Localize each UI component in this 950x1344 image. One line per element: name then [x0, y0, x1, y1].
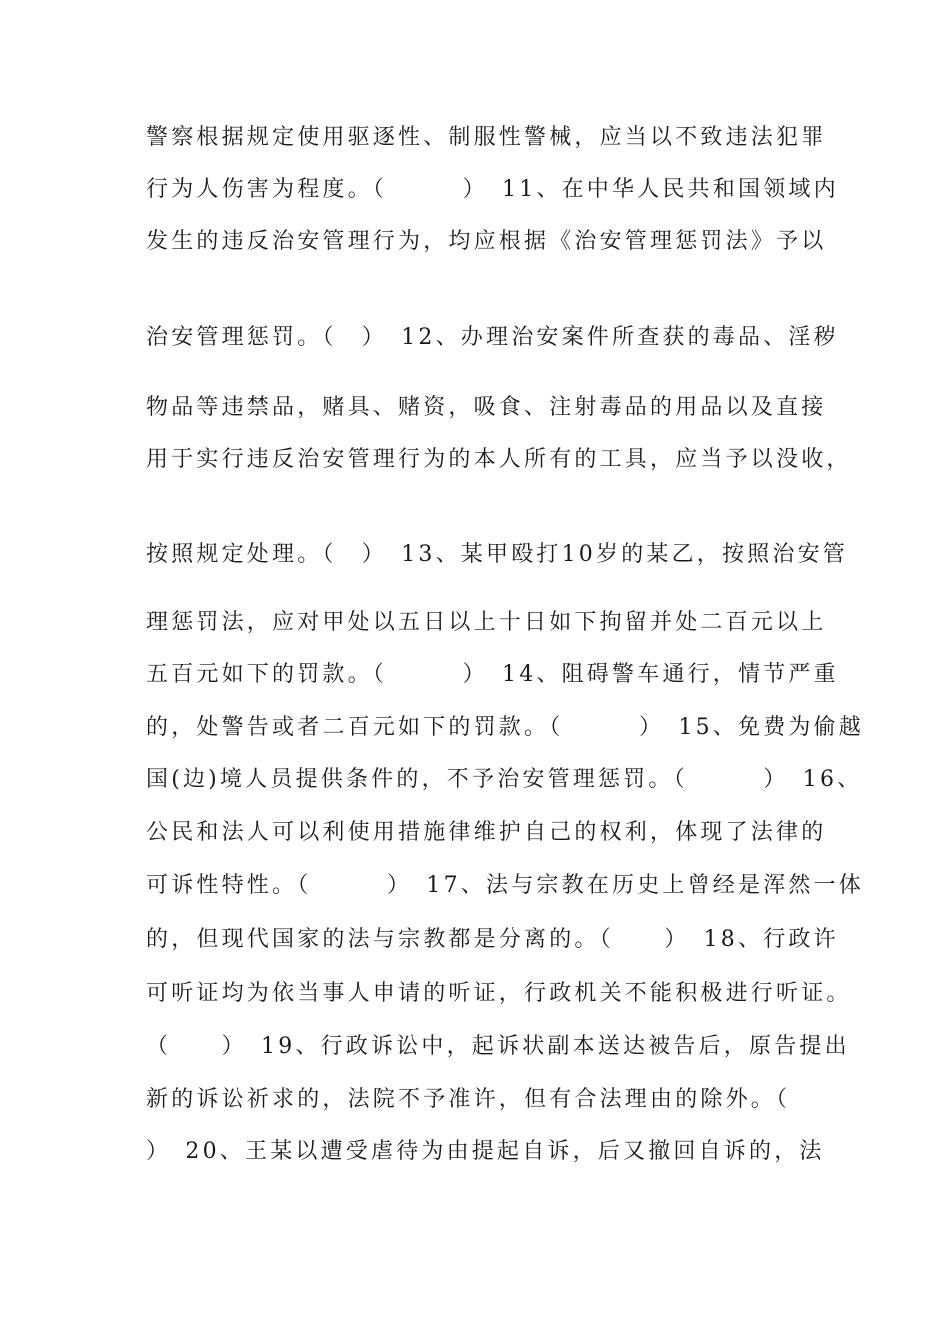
text-line: 新的诉讼祈求的，法院不予准许，但有合法理由的除外。（ — [146, 1087, 791, 1112]
text-line: 的，但现代国家的法与宗教都是分离的。（ ） 18、行政许 — [146, 927, 839, 952]
text-line: 五百元如下的罚款。（ ） 14、阻碍警车通行，情节严重 — [146, 662, 839, 687]
text-line: （ ） 19、行政诉讼中，起诉状副本送达被告后，原告提出 — [146, 1034, 850, 1059]
text-line: 按照规定处理。（ ） 13、某甲殴打10岁的某乙，按照治安管 — [146, 542, 848, 567]
text-line: 公民和法人可以利使用措施律维护自己的权利，体现了法律的 — [146, 820, 827, 845]
text-line: 治安管理惩罚。（ ） 12、办理治安案件所查获的毒品、淫秽 — [146, 325, 839, 350]
text-line: 发生的违反治安管理行为，均应根据《治安管理惩罚法》予以 — [146, 229, 827, 254]
text-line: 可诉性特性。（ ） 17、法与宗教在历史上曾经是浑然一体 — [146, 873, 864, 898]
text-line: 可听证均为依当事人申请的听证，行政机关不能积极进行听证。 — [146, 981, 852, 1006]
text-line: 用于实行违反治安管理行为的本人所有的工具，应当予以没收， — [146, 447, 852, 472]
text-line: 行为人伤害为程度。（ ） 11、在中华人民共和国领域内 — [146, 177, 839, 202]
text-line: 理惩罚法，应对甲处以五日以上十日如下拘留并处二百元以上 — [146, 610, 827, 635]
text-line: 国(边)境人员提供条件的，不予治安管理惩罚。（ ） 16、 — [146, 767, 863, 792]
text-line: 警察根据规定使用驱逐性、制服性警械，应当以不致违法犯罪 — [146, 125, 827, 150]
text-line: 的，处警告或者二百元如下的罚款。（ ） 15、免费为偷越 — [146, 715, 864, 740]
text-line: 物品等违禁品，赌具、赌资，吸食、注射毒品的用品以及直接 — [146, 395, 827, 420]
text-line: ） 20、王某以遭受虐待为由提起自诉，后又撤回自诉的，法 — [146, 1139, 825, 1164]
